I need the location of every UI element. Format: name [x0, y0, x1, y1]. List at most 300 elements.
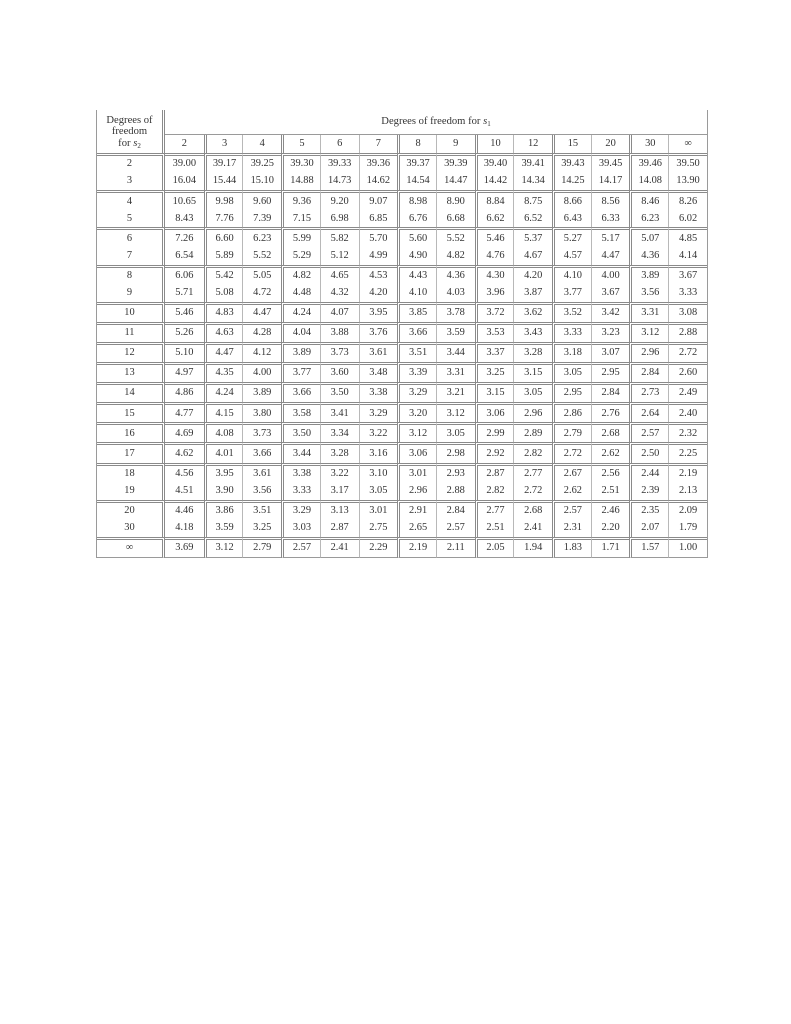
value-cell: 5.10 — [165, 342, 204, 362]
value-cell: 15.44 — [204, 173, 243, 190]
value-cell: 39.41 — [513, 153, 552, 173]
value-cell: 14.88 — [281, 173, 320, 190]
value-cell: 8.56 — [591, 190, 630, 210]
value-cell: 4.35 — [204, 362, 243, 382]
value-cell: 2.88 — [668, 322, 707, 342]
table-row — [97, 422, 707, 442]
s2-header — [97, 110, 165, 153]
value-cell: 39.37 — [397, 153, 436, 173]
value-cell: 3.07 — [591, 342, 630, 362]
value-cell: 3.59 — [204, 520, 243, 537]
value-cell: 3.08 — [668, 302, 707, 322]
s2-var: s — [133, 137, 138, 149]
value-cell: 2.79 — [552, 422, 591, 442]
value-cell: 4.07 — [320, 302, 359, 322]
value-cell: 3.23 — [591, 322, 630, 342]
value-cell: 3.66 — [242, 442, 281, 462]
value-cell: 4.46 — [165, 500, 204, 520]
value-cell: 3.13 — [320, 500, 359, 520]
s1-var: s — [483, 115, 488, 127]
table-row — [97, 302, 707, 322]
value-cell: 4.56 — [165, 463, 204, 483]
value-cell: 4.43 — [397, 265, 436, 285]
value-cell: 14.25 — [552, 173, 591, 190]
value-cell: 2.44 — [629, 463, 668, 483]
value-cell: 5.46 — [475, 227, 514, 247]
value-cell: 4.47 — [591, 247, 630, 264]
value-cell: 3.88 — [320, 322, 359, 342]
value-cell: 5.17 — [591, 227, 630, 247]
value-cell: 3.77 — [552, 285, 591, 302]
table-row — [97, 265, 707, 285]
value-cell: 4.24 — [281, 302, 320, 322]
value-cell: 3.89 — [281, 342, 320, 362]
table-row — [97, 247, 707, 264]
value-cell: 4.69 — [165, 422, 204, 442]
value-cell: 2.87 — [320, 520, 359, 537]
value-cell: 3.28 — [320, 442, 359, 462]
value-cell: 5.52 — [436, 227, 475, 247]
value-cell: 2.11 — [436, 537, 475, 558]
value-cell: 4.20 — [513, 265, 552, 285]
value-cell: 4.48 — [281, 285, 320, 302]
value-cell: 2.31 — [552, 520, 591, 537]
value-cell: 5.07 — [629, 227, 668, 247]
value-cell: 14.08 — [629, 173, 668, 190]
value-cell: 3.62 — [513, 302, 552, 322]
table-row — [97, 520, 707, 537]
value-cell: 3.25 — [475, 362, 514, 382]
value-cell: 3.76 — [359, 322, 398, 342]
value-cell: 14.34 — [513, 173, 552, 190]
value-cell: 3.51 — [242, 500, 281, 520]
value-cell: 2.96 — [397, 483, 436, 500]
value-cell: 2.96 — [513, 402, 552, 422]
value-cell: 3.16 — [359, 442, 398, 462]
value-cell: 2.40 — [668, 402, 707, 422]
value-cell: 3.67 — [668, 265, 707, 285]
row-df-cell: 9 — [97, 285, 165, 302]
value-cell: 3.95 — [204, 463, 243, 483]
value-cell: 3.38 — [281, 463, 320, 483]
value-cell: 3.17 — [320, 483, 359, 500]
column-header-cell: 9 — [436, 135, 475, 153]
s1-sub: 1 — [487, 119, 491, 128]
s1-header — [165, 110, 707, 135]
value-cell: 6.76 — [397, 210, 436, 227]
value-cell: 2.87 — [475, 463, 514, 483]
value-cell: 39.30 — [281, 153, 320, 173]
value-cell: 7.39 — [242, 210, 281, 227]
value-cell: 4.57 — [552, 247, 591, 264]
value-cell: 4.86 — [165, 382, 204, 402]
column-header-cell: 5 — [281, 135, 320, 153]
value-cell: 13.90 — [668, 173, 707, 190]
value-cell: 2.68 — [513, 500, 552, 520]
value-cell: 2.91 — [397, 500, 436, 520]
table-row — [97, 190, 707, 210]
value-cell: 2.56 — [591, 463, 630, 483]
value-cell: 4.83 — [204, 302, 243, 322]
value-cell: 3.80 — [242, 402, 281, 422]
value-cell: 3.12 — [629, 322, 668, 342]
value-cell: 5.60 — [397, 227, 436, 247]
value-cell: 8.84 — [475, 190, 514, 210]
value-cell: 4.51 — [175, 484, 194, 496]
value-cell: 1.71 — [591, 537, 630, 558]
value-cell: 2.82 — [513, 442, 552, 462]
value-cell: 4.72 — [242, 285, 281, 302]
f-distribution-table — [96, 110, 708, 558]
value-cell: 4.12 — [242, 342, 281, 362]
value-cell: 3.61 — [359, 342, 398, 362]
value-cell: 3.50 — [281, 422, 320, 442]
value-cell: 6.06 — [165, 265, 204, 285]
value-cell: 3.29 — [281, 500, 320, 520]
value-cell: 2.57 — [281, 537, 320, 558]
row-df-cell: 12 — [97, 342, 165, 362]
value-cell: 2.20 — [591, 520, 630, 537]
value-cell: 3.56 — [242, 483, 281, 500]
value-cell: 39.40 — [475, 153, 514, 173]
value-cell: 2.82 — [475, 483, 514, 500]
value-cell: 6.60 — [204, 227, 243, 247]
row-df-cell: 2 — [97, 153, 165, 173]
value-cell: 3.77 — [281, 362, 320, 382]
value-cell: 2.86 — [552, 402, 591, 422]
value-cell: 2.49 — [668, 382, 707, 402]
value-cell: 2.67 — [552, 463, 591, 483]
value-cell: 2.13 — [668, 483, 707, 500]
value-cell: 2.89 — [513, 422, 552, 442]
value-cell: 4.82 — [436, 247, 475, 264]
value-cell: 2.76 — [591, 402, 630, 422]
value-cell: 1.83 — [552, 537, 591, 558]
value-cell: 4.15 — [204, 402, 243, 422]
value-cell: 3.66 — [281, 382, 320, 402]
value-cell: 6.23 — [629, 210, 668, 227]
value-cell: 7.26 — [165, 227, 204, 247]
value-cell: 3.89 — [629, 265, 668, 285]
value-cell: 4.47 — [204, 342, 243, 362]
value-cell: 9.36 — [281, 190, 320, 210]
value-cell: 39.00 — [165, 153, 204, 173]
value-cell: 3.29 — [397, 382, 436, 402]
value-cell: 2.57 — [552, 500, 591, 520]
table-body — [97, 153, 707, 558]
row-df-cell: 18 — [97, 463, 165, 483]
value-cell: 2.72 — [552, 442, 591, 462]
value-cell: 3.43 — [513, 322, 552, 342]
value-cell: 4.53 — [359, 265, 398, 285]
value-cell: 5.08 — [204, 285, 243, 302]
value-cell: 3.29 — [359, 402, 398, 422]
value-cell: 39.17 — [204, 153, 243, 173]
value-cell: 3.48 — [359, 362, 398, 382]
row-df-cell: 30 — [97, 520, 165, 537]
value-cell: 8.66 — [552, 190, 591, 210]
row-df-cell: 16 — [97, 422, 165, 442]
value-cell: 4.82 — [281, 265, 320, 285]
value-cell: 3.12 — [397, 422, 436, 442]
value-cell: 9.98 — [204, 190, 243, 210]
value-cell: 4.62 — [165, 442, 204, 462]
value-cell: 6.23 — [242, 227, 281, 247]
value-cell: 3.44 — [281, 442, 320, 462]
value-cell: 3.12 — [436, 402, 475, 422]
value-cell: 5.89 — [204, 247, 243, 264]
value-cell: 2.84 — [436, 500, 475, 520]
value-cell: 4.18 — [175, 522, 194, 534]
row-df-cell: 13 — [97, 362, 165, 382]
value-cell: 3.10 — [359, 463, 398, 483]
column-header-cell: 30 — [629, 135, 668, 153]
value-cell: 4.36 — [629, 247, 668, 264]
row-df-cell: 6 — [97, 227, 165, 247]
column-header-cell: 4 — [242, 135, 281, 153]
value-cell: 3.95 — [359, 302, 398, 322]
value-cell: 4.03 — [436, 285, 475, 302]
column-header-cell: 3 — [204, 135, 243, 153]
value-cell: 3.69 — [165, 537, 204, 558]
value-cell: 2.98 — [436, 442, 475, 462]
value-cell: 3.18 — [552, 342, 591, 362]
value-cell: 2.96 — [629, 342, 668, 362]
value-cell: 39.43 — [552, 153, 591, 173]
value-cell: 2.19 — [668, 463, 707, 483]
table-header — [97, 110, 707, 153]
row-df-cell: 15 — [97, 402, 165, 422]
column-header-cell: 2 — [181, 137, 187, 149]
value-cell: 4.00 — [242, 362, 281, 382]
value-cell: 16.04 — [172, 175, 197, 187]
table-row — [97, 210, 707, 227]
value-cell: 8.46 — [629, 190, 668, 210]
value-cell: 2.50 — [629, 442, 668, 462]
value-cell: 3.58 — [281, 402, 320, 422]
value-cell: 3.66 — [397, 322, 436, 342]
value-cell: 3.21 — [436, 382, 475, 402]
value-cell: 2.99 — [475, 422, 514, 442]
column-header-cell: ∞ — [668, 135, 707, 153]
value-cell: 9.20 — [320, 190, 359, 210]
s1-header-text: Degrees of freedom for — [381, 115, 484, 127]
value-cell: 39.36 — [359, 153, 398, 173]
value-cell: 2.95 — [591, 362, 630, 382]
value-cell: 6.02 — [668, 210, 707, 227]
value-cell: 2.60 — [668, 362, 707, 382]
value-cell: 2.72 — [513, 483, 552, 500]
value-cell: 2.51 — [591, 483, 630, 500]
value-cell: 14.42 — [475, 173, 514, 190]
value-cell: 3.56 — [629, 285, 668, 302]
value-cell: 3.42 — [591, 302, 630, 322]
value-cell: 3.38 — [359, 382, 398, 402]
value-cell: 14.62 — [359, 173, 398, 190]
value-cell: 6.68 — [436, 210, 475, 227]
value-cell: 3.51 — [397, 342, 436, 362]
value-cell: 39.33 — [320, 153, 359, 173]
value-cell: 7.15 — [281, 210, 320, 227]
value-cell: 6.43 — [552, 210, 591, 227]
value-cell: 5.52 — [242, 247, 281, 264]
row-df-cell: 11 — [97, 322, 165, 342]
value-cell: 3.33 — [281, 483, 320, 500]
value-cell: 3.05 — [513, 382, 552, 402]
value-cell: 4.36 — [436, 265, 475, 285]
value-cell: 4.20 — [359, 285, 398, 302]
value-cell: 7.76 — [204, 210, 243, 227]
table-row — [97, 382, 707, 402]
row-df-cell: 17 — [97, 442, 165, 462]
value-cell: 2.39 — [629, 483, 668, 500]
row-df-cell: 3 — [97, 173, 165, 190]
value-cell: 4.28 — [242, 322, 281, 342]
value-cell: 2.62 — [591, 442, 630, 462]
value-cell: 2.29 — [359, 537, 398, 558]
value-cell: 4.77 — [165, 402, 204, 422]
row-df-cell: 19 — [97, 483, 165, 500]
value-cell: 2.41 — [513, 520, 552, 537]
value-cell: 2.73 — [629, 382, 668, 402]
value-cell: 1.94 — [513, 537, 552, 558]
value-cell: 3.01 — [397, 463, 436, 483]
value-cell: 5.46 — [165, 302, 204, 322]
row-df-cell: 8 — [97, 265, 165, 285]
value-cell: 1.57 — [629, 537, 668, 558]
value-cell: 3.96 — [475, 285, 514, 302]
table-row — [97, 285, 707, 302]
value-cell: 3.05 — [552, 362, 591, 382]
value-cell: 3.22 — [320, 463, 359, 483]
value-cell: 2.35 — [629, 500, 668, 520]
value-cell: 2.57 — [629, 422, 668, 442]
s2-header-line-3: for — [118, 137, 131, 149]
value-cell: 5.27 — [552, 227, 591, 247]
table-row — [97, 537, 707, 558]
value-cell: 2.92 — [475, 442, 514, 462]
value-cell: 14.73 — [320, 173, 359, 190]
value-cell: 2.62 — [552, 483, 591, 500]
value-cell: 3.60 — [320, 362, 359, 382]
value-cell: 5.70 — [359, 227, 398, 247]
value-cell: 4.14 — [668, 247, 707, 264]
value-cell: 2.57 — [436, 520, 475, 537]
column-header-cell: 15 — [552, 135, 591, 153]
value-cell: 4.76 — [475, 247, 514, 264]
value-cell: 8.75 — [513, 190, 552, 210]
row-df-cell: 4 — [97, 190, 165, 210]
value-cell: 2.07 — [629, 520, 668, 537]
value-cell: 3.53 — [475, 322, 514, 342]
value-cell: 5.26 — [165, 322, 204, 342]
value-cell: 2.65 — [397, 520, 436, 537]
value-cell: 15.10 — [242, 173, 281, 190]
value-cell: 2.09 — [668, 500, 707, 520]
value-cell: 3.90 — [204, 483, 243, 500]
value-cell: 3.73 — [242, 422, 281, 442]
value-cell: 3.06 — [475, 402, 514, 422]
value-cell: 2.05 — [475, 537, 514, 558]
value-cell: 3.85 — [397, 302, 436, 322]
value-cell: 6.85 — [359, 210, 398, 227]
value-cell: 3.52 — [552, 302, 591, 322]
value-cell: 3.05 — [436, 422, 475, 442]
value-cell: 4.00 — [591, 265, 630, 285]
value-cell: 3.28 — [513, 342, 552, 362]
value-cell: 4.63 — [204, 322, 243, 342]
value-cell: 2.72 — [668, 342, 707, 362]
value-cell: 3.39 — [397, 362, 436, 382]
value-cell: 4.90 — [397, 247, 436, 264]
value-cell: 3.87 — [513, 285, 552, 302]
value-cell: 3.67 — [591, 285, 630, 302]
value-cell: 2.77 — [475, 500, 514, 520]
value-cell: 3.37 — [475, 342, 514, 362]
value-cell: 2.93 — [436, 463, 475, 483]
value-cell: 39.46 — [629, 153, 668, 173]
value-cell: 8.26 — [668, 190, 707, 210]
table-row — [97, 362, 707, 382]
value-cell: 3.05 — [359, 483, 398, 500]
table-row — [97, 463, 707, 483]
value-cell: 2.84 — [591, 382, 630, 402]
value-cell: 2.32 — [668, 422, 707, 442]
table-row — [97, 227, 707, 247]
value-cell: 8.43 — [175, 212, 194, 224]
value-cell: 3.06 — [397, 442, 436, 462]
value-cell: 4.10 — [552, 265, 591, 285]
table-row — [97, 173, 707, 190]
value-cell: 3.01 — [359, 500, 398, 520]
value-cell: 4.10 — [397, 285, 436, 302]
value-cell: 14.17 — [591, 173, 630, 190]
value-cell: 2.75 — [359, 520, 398, 537]
column-header-cell: 10 — [475, 135, 514, 153]
value-cell: 5.29 — [281, 247, 320, 264]
table-row — [97, 153, 707, 173]
value-cell: 3.03 — [281, 520, 320, 537]
value-cell: 3.34 — [320, 422, 359, 442]
value-cell: 3.22 — [359, 422, 398, 442]
table-row — [97, 483, 707, 500]
value-cell: 39.45 — [591, 153, 630, 173]
value-cell: 9.07 — [359, 190, 398, 210]
value-cell: 2.46 — [591, 500, 630, 520]
value-cell: 6.98 — [320, 210, 359, 227]
value-cell: 2.79 — [242, 537, 281, 558]
value-cell: 1.00 — [668, 537, 707, 558]
value-cell: 3.72 — [475, 302, 514, 322]
value-cell: 14.47 — [436, 173, 475, 190]
value-cell: 4.99 — [359, 247, 398, 264]
value-cell: 3.89 — [242, 382, 281, 402]
value-cell: 3.73 — [320, 342, 359, 362]
value-cell: 4.65 — [320, 265, 359, 285]
s2-sub: 2 — [137, 141, 141, 150]
value-cell: 2.68 — [591, 422, 630, 442]
value-cell: 3.41 — [320, 402, 359, 422]
value-cell: 3.61 — [242, 463, 281, 483]
value-cell: 3.15 — [513, 362, 552, 382]
s2-header-line-2: freedom — [111, 126, 148, 138]
value-cell: 1.79 — [668, 520, 707, 537]
value-cell: 4.24 — [204, 382, 243, 402]
table-row — [97, 342, 707, 362]
column-header-row — [97, 135, 707, 153]
row-df-cell: 5 — [97, 210, 165, 227]
value-cell: 2.64 — [629, 402, 668, 422]
